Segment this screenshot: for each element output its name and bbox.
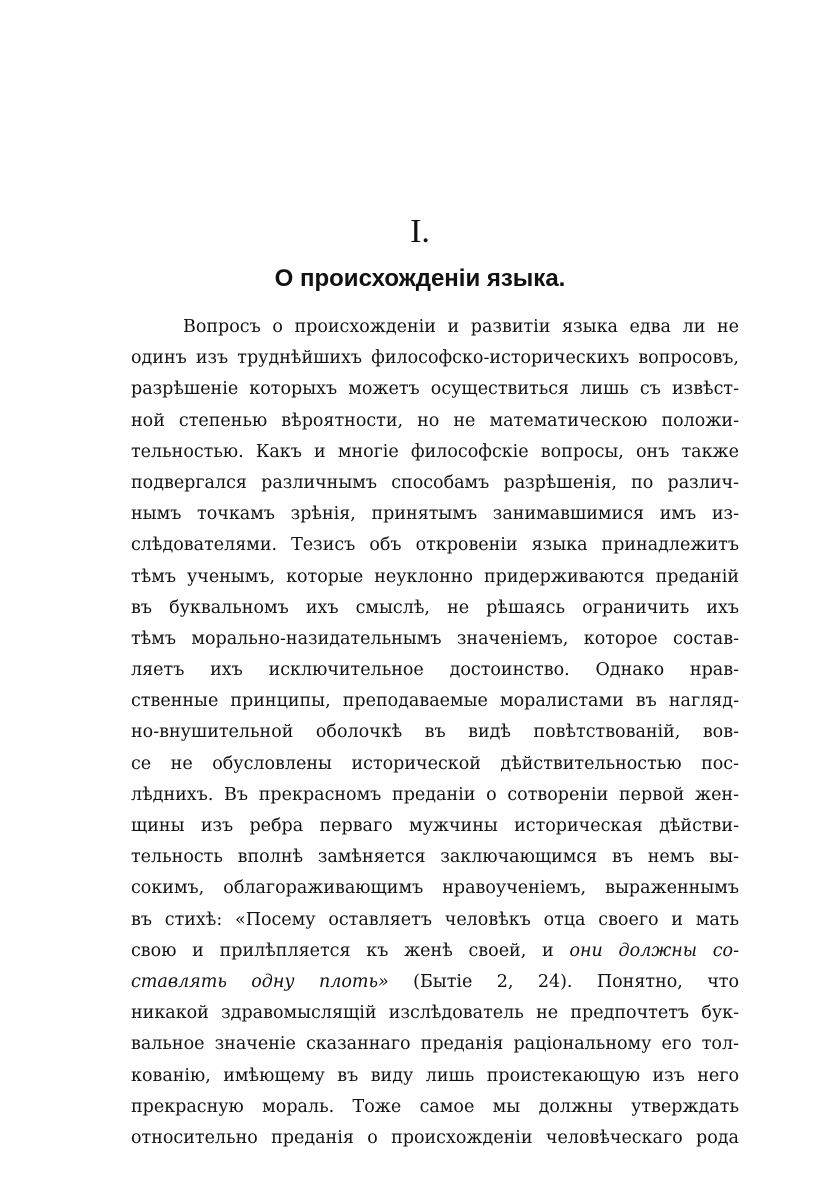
text-line: но-внушительной оболочкѣ въ видѣ повѣтствованій, вов- xyxy=(131,722,739,743)
chapter-number: I. xyxy=(410,213,430,250)
text-line: никакой здравомыслящій изслѣдователь не предпочтетъ бук- xyxy=(131,1003,739,1024)
text-line: кованію, имѣющему въ виду лишь проистекающую изъ него xyxy=(131,1065,739,1086)
text-line: относительно преданія о происхожденіи человѣческаго рода xyxy=(131,1127,739,1148)
text-line: въ стихѣ: «Посему оставляетъ человѣкъ отца своего и мать xyxy=(131,909,739,930)
text-line: ной степенью вѣроятности, но не математическою положи- xyxy=(131,410,739,431)
text-line-mixed xyxy=(131,936,739,967)
italic-quote: они должны со- xyxy=(569,940,739,961)
chapter-title: О происхожденіи языка. xyxy=(274,265,566,292)
text-line: прекрасную мораль. Тоже самое мы должны утверждать xyxy=(131,1096,739,1117)
text-line: тѣмъ ученымъ, которые неуклонно придерживаются преданій xyxy=(131,566,739,587)
text-line: ляетъ ихъ исключительное достоинство. Однако нрав- xyxy=(131,660,739,681)
text-line-mixed xyxy=(131,967,739,998)
text-line: разрѣшеніе которыхъ можетъ осуществиться лишь съ извѣст- xyxy=(131,379,739,400)
text-segment: свою и прилѣпляется къ женѣ своей, и xyxy=(131,940,570,961)
text-segment: (Бытіе 2, 24). Понятно, что xyxy=(388,971,739,992)
text-line: ственные принципы, преподаваемые моралистами въ нагляд- xyxy=(131,691,739,712)
body-text xyxy=(131,312,739,1154)
text-line: нымъ точкамъ зрѣнія, принятымъ занимавшимися имъ из- xyxy=(131,504,739,525)
text-line: се не обусловлены исторической дѣйствительностью пос- xyxy=(131,753,739,774)
italic-quote: ставлять одну плоть» xyxy=(131,971,389,992)
text-line: одинъ изъ труднѣйшихъ философско-историческихъ вопросовъ, xyxy=(131,348,739,369)
text-line: тельностью. Какъ и многіе философскіе вопросы, онъ также xyxy=(131,441,739,462)
text-line: вальное значеніе сказаннаго преданія раціональному его тол- xyxy=(131,1034,739,1055)
text-line: щины изъ ребра перваго мужчины историческая дѣйстви- xyxy=(131,816,739,836)
text-line: сокимъ, облагораживающимъ нравоученіемъ, выраженнымъ xyxy=(131,878,739,899)
text-line: тѣмъ морально-назидательнымъ значеніемъ, которое состав- xyxy=(131,628,739,649)
text-line: лѣднихъ. Въ прекрасномъ преданіи о сотвореніи первой жен- xyxy=(131,784,739,805)
text-line: Вопросъ о происхожденіи и развитіи языка едва ли не xyxy=(183,317,739,337)
text-line: подвергался различнымъ способамъ разрѣшенія, по различ- xyxy=(131,472,739,493)
text-line: въ буквальномъ ихъ смыслѣ, не рѣшаясь ограничить ихъ xyxy=(131,597,739,618)
text-line: тельность вполнѣ замѣняется заключающимся въ немъ вы- xyxy=(131,847,739,868)
text-line: слѣдователями. Тезисъ объ откровеніи языка принадлежитъ xyxy=(131,535,739,556)
